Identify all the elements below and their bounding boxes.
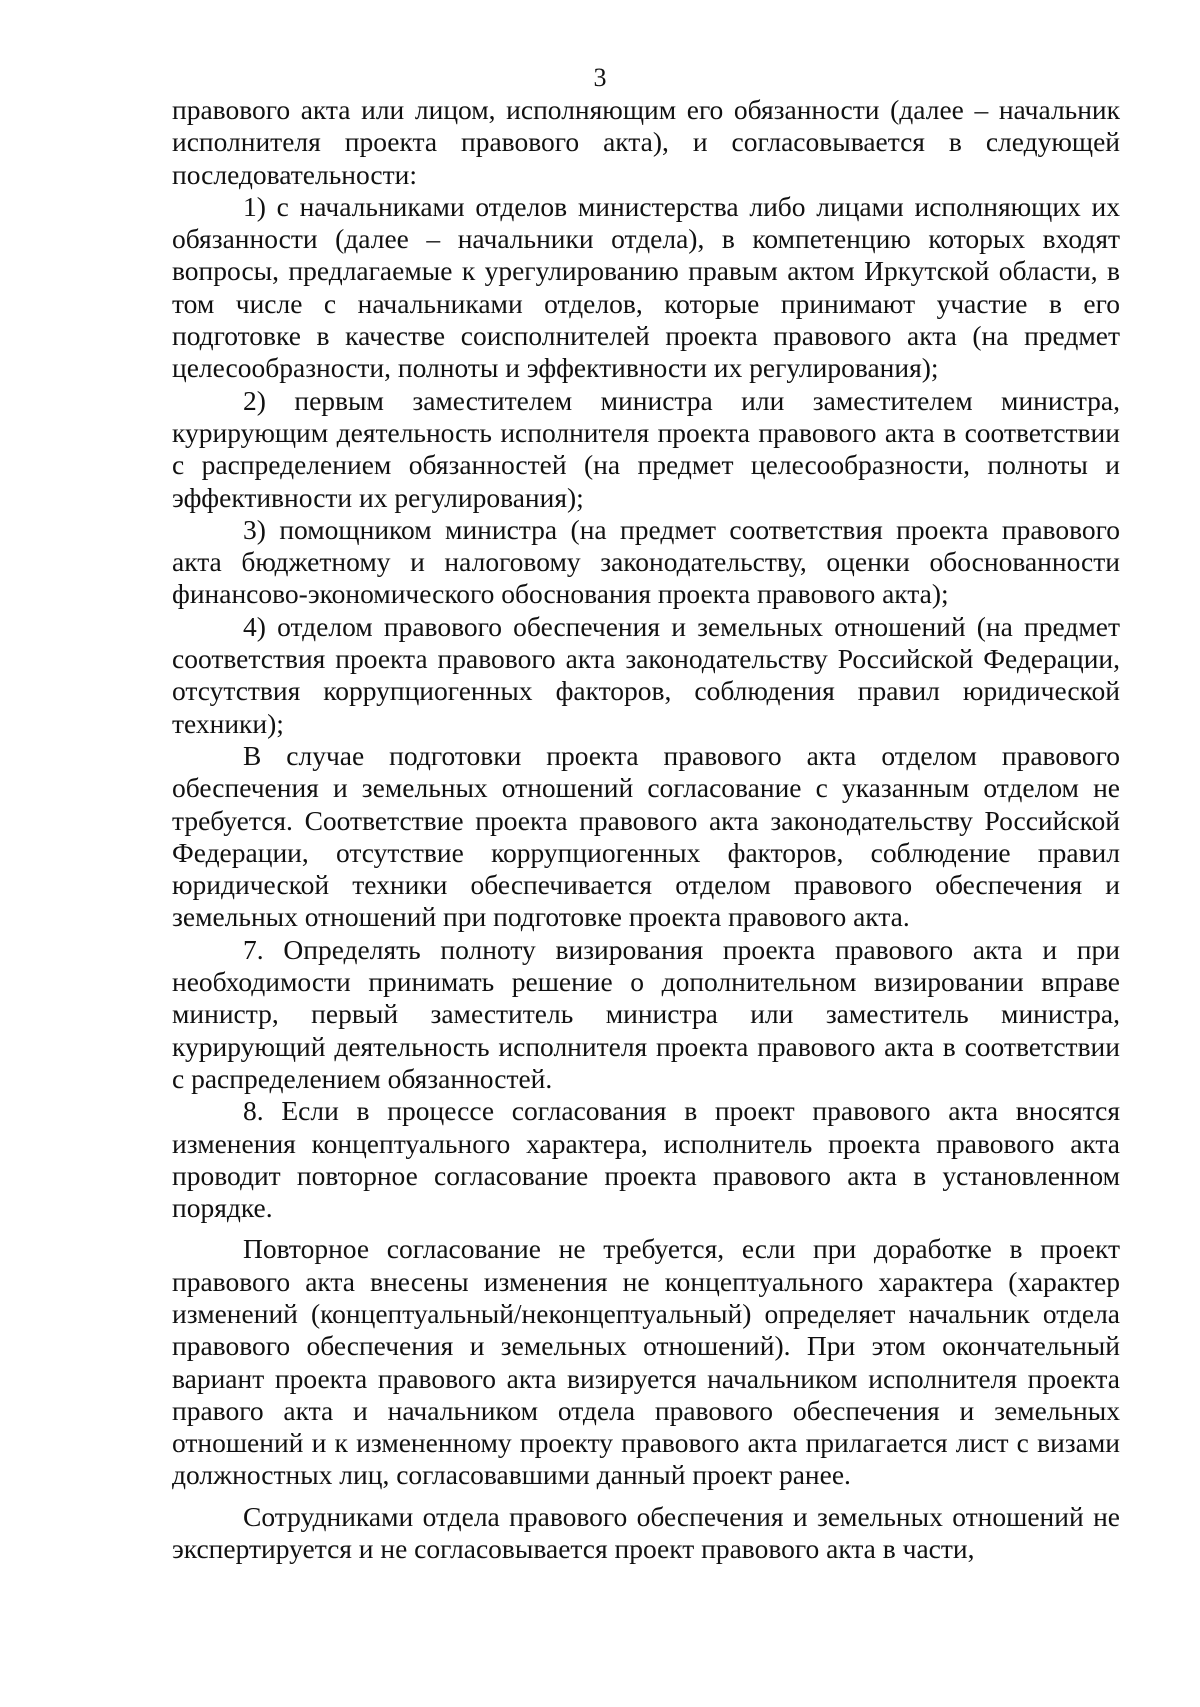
paragraph: правового акта или лицом, исполняющим его обязанности (далее – начальник исполнителя проекта правового акта), и согласовывается в следующей последовательности: [172,94,1120,190]
paragraph-list-item: 2) первым заместителем министра или заместителем министра, курирующим деятельность исполнителя проекта правового акта в соответствии с распределением обязанностей (на предмет целесообразности, полноты и эффективности их регулирования); [172,384,1120,513]
paragraph-clause-7: 7. Определять полноту визирования проекта правового акта и при необходимости принимать решение о дополнительном визировании вправе министр, первый заместитель министра или заместитель министра, курирующий деятельность исполнителя проекта правового акта в соответствии с распределением обязанностей. [172,933,1120,1094]
page-number: 3 [593,63,607,92]
paragraph-clause-8: 8. Если в процессе согласования в проект правового акта вносятся изменения концептуального характера, исполнитель проекта правового акта проводит повторное согласование проекта правового акта в установленном порядке. [172,1095,1120,1224]
paragraph-list-item: 4) отделом правового обеспечения и земельных отношений (на предмет соответствия проекта правового акта законодательству Российской Федерации, отсутствия коррупциогенных факторов, соблюдения правил юридической техники); [172,610,1120,739]
paragraph: Сотрудниками отдела правового обеспечения и земельных отношений не экспертируется и не согласовывается проект правового акта в части, [172,1500,1120,1565]
paragraph-list-item: 1) с начальниками отделов министерства либо лицами исполняющих их обязанности (далее – начальники отдела), в компетенцию которых входят вопросы, предлагаемые к урегулированию правым актом Иркутской области, в том числе с начальниками отделов, которые принимают участие в его подготовке в качестве соисполнителей проекта правового акта (на предмет целесообразности, полноты и эффективности их регулирования); [172,190,1120,384]
paragraph: В случае подготовки проекта правового акта отделом правового обеспечения и земельных отношений согласование с указанным отделом не требуется. Соответствие проекта правового акта законодательству Российской Федерации, отсутствие коррупциогенных факторов, соблюдение правил юридической техники обеспечивается отделом правового обеспечения и земельных отношений при подготовке проекта правового акта. [172,739,1120,933]
paragraph-list-item: 3) помощником министра (на предмет соответствия проекта правового акта бюджетному и налоговому законодательству, оценки обоснованности финансово-экономического обоснования проекта правового акта); [172,513,1120,610]
paragraph: Повторное согласование не требуется, если при доработке в проект правового акта внесены изменения не концептуального характера (характер изменений (концептуальный/неконцептуальный) определяет начальник отдела правового обеспечения и земельных отношений). При этом окончательный вариант проекта правового акта визируется начальником исполнителя проекта правого акта и начальником отдела правового обеспечения и земельных отношений и к измененному проекту правового акта прилагается лист с визами должностных лиц, согласовавшими данный проект ранее. [172,1233,1120,1491]
document-body [172,94,1120,1565]
